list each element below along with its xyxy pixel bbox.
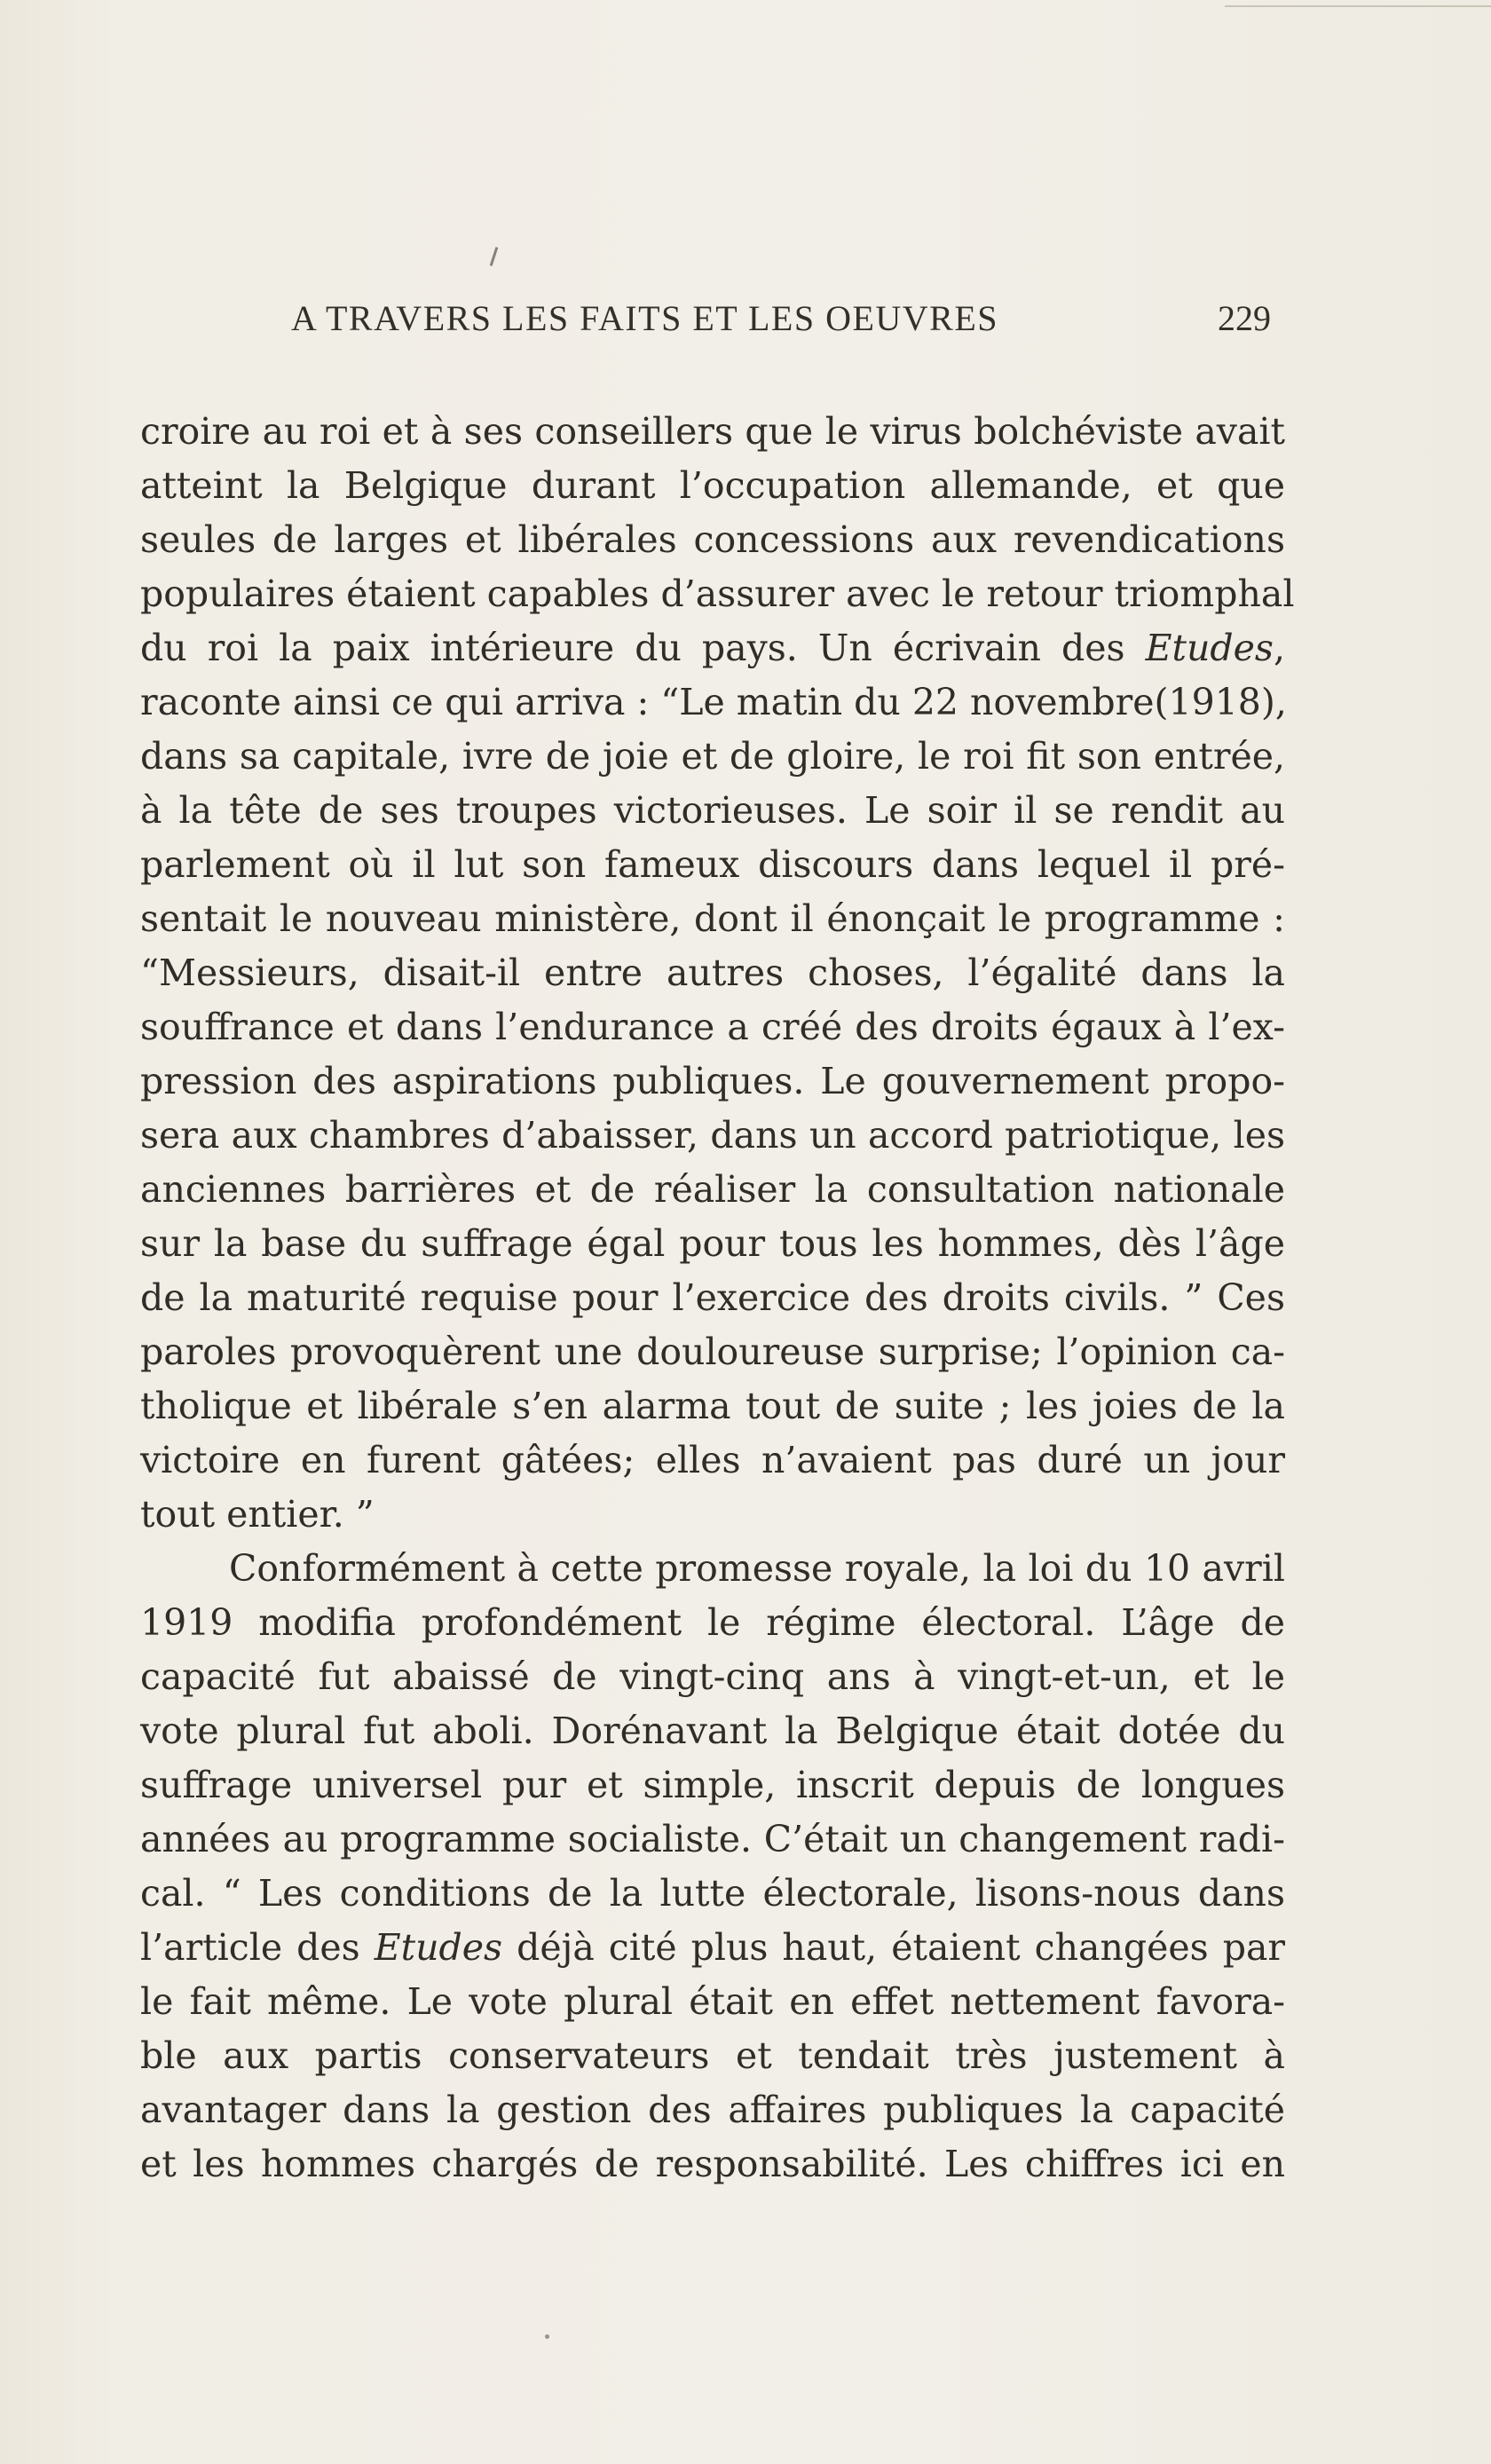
text-line: 1919 modifia profondément le régime électoral. L’âge de xyxy=(140,1601,1285,1644)
text-line: du roi la paix intérieure du pays. Un écrivain des Etudes, xyxy=(140,627,1285,669)
running-title: A TRAVERS LES FAITS ET LES OEUVRES xyxy=(291,298,999,338)
text-line: années au programme socialiste. C’était un changement radi- xyxy=(140,1818,1285,1860)
text-line: croire au roi et à ses conseillers que le virus bolchéviste avait xyxy=(140,410,1285,453)
journal-title: Etudes xyxy=(374,1926,503,1969)
text-line: ble aux partis conservateurs et tendait très justement à xyxy=(140,2034,1285,2077)
text-line: tholique et libérale s’en alarma tout de suite ; les joies de la xyxy=(140,1385,1285,1427)
text-line: suffrage universel pur et simple, inscrit depuis de longues xyxy=(140,1764,1285,1806)
text-line: l’article des Etudes déjà cité plus haut, étaient changées par xyxy=(140,1926,1285,1969)
text-line: le fait même. Le vote plural était en effet nettement favora- xyxy=(140,1980,1285,2023)
ink-dot xyxy=(545,2334,549,2339)
text-line: populaires étaient capables d’assurer avec le retour triomphal xyxy=(140,573,1295,615)
text-line: sentait le nouveau ministère, dont il énonçait le programme : xyxy=(140,897,1285,940)
ink-mark xyxy=(490,247,499,266)
text-line: avantager dans la gestion des affaires publiques la capacité xyxy=(140,2089,1285,2131)
text-line: souffrance et dans l’endurance a créé des droits égaux à l’ex- xyxy=(140,1006,1285,1048)
text-line: à la tête de ses troupes victorieuses. Le soir il se rendit au xyxy=(140,789,1285,832)
body-text xyxy=(140,405,1295,2192)
text-line: Conformément à cette promesse royale, la loi du 10 avril xyxy=(229,1547,1285,1590)
text-line: sur la base du suffrage égal pour tous les hommes, dès l’âge xyxy=(140,1222,1285,1265)
text-line: raconte ainsi ce qui arriva : “Le matin du 22 novembre(1918), xyxy=(140,681,1287,723)
text-line: atteint la Belgique durant l’occupation allemande, et que xyxy=(140,464,1285,507)
text-line: cal. “ Les conditions de la lutte électorale, lisons-nous dans xyxy=(140,1872,1285,1915)
journal-title: Etudes xyxy=(1145,627,1274,669)
text-line: pression des aspirations publiques. Le gouvernement propo- xyxy=(140,1060,1285,1102)
text-line: “Messieurs, disait-il entre autres choses, l’égalité dans la xyxy=(140,952,1285,994)
text-line: dans sa capitale, ivre de joie et de gloire, le roi fit son entrée, xyxy=(140,735,1285,778)
paragraph-2 xyxy=(140,1542,1285,2192)
page-top-edge xyxy=(1225,5,1491,7)
text-line: de la maturité requise pour l’exercice des droits civils. ” Ces xyxy=(140,1276,1285,1319)
running-head xyxy=(142,297,1296,342)
text-line: parlement où il lut son fameux discours dans lequel il pré- xyxy=(140,843,1285,886)
text-line: tout entier. ” xyxy=(140,1493,375,1536)
text-line: capacité fut abaissé de vingt-cinq ans à vingt-et-un, et le xyxy=(140,1655,1285,1698)
text-line: paroles provoquèrent une douloureuse surprise; l’opinion ca- xyxy=(140,1331,1285,1373)
text-line: vote plural fut aboli. Dorénavant la Belgique était dotée du xyxy=(140,1710,1285,1752)
text-line: anciennes barrières et de réaliser la consultation nationale xyxy=(140,1168,1285,1211)
paragraph-1 xyxy=(140,405,1295,1542)
text-line: et les hommes chargés de responsabilité. Les chiffres ici en xyxy=(140,2143,1285,2185)
text-line: victoire en furent gâtées; elles n’avaient pas duré un jour xyxy=(140,1439,1285,1481)
text-line: sera aux chambres d’abaisser, dans un accord patriotique, les xyxy=(140,1114,1285,1157)
page-number: 229 xyxy=(1218,298,1271,338)
text-line: seules de larges et libérales concessions aux revendications xyxy=(140,518,1285,561)
